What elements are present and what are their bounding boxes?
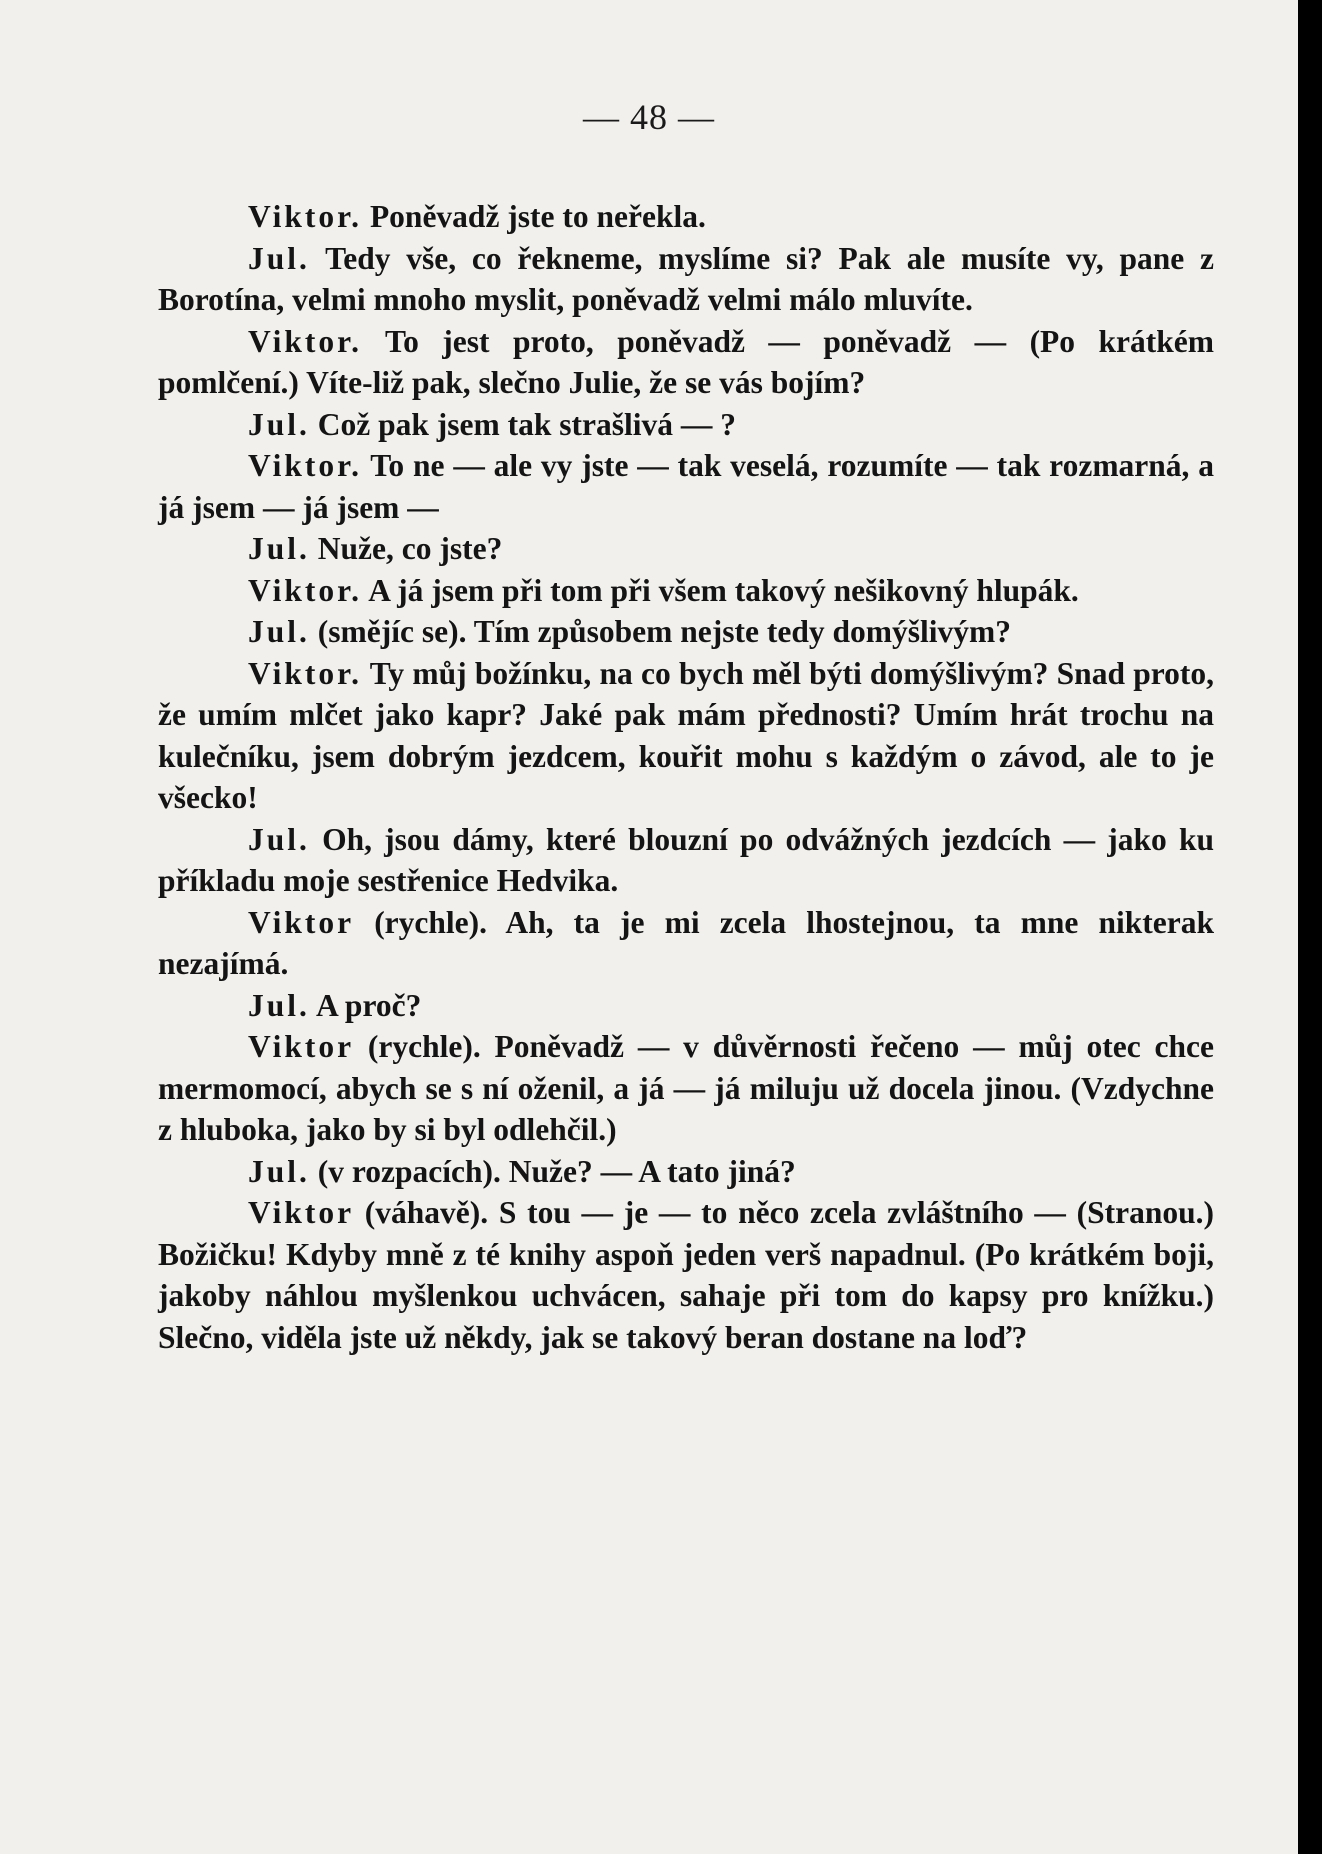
speaker-name: Viktor	[248, 1195, 355, 1230]
dialogue-paragraph	[158, 528, 1214, 570]
speaker-name: Viktor	[248, 1029, 355, 1064]
speech-text: Oh, jsou dámy, které blouzní po odvážných jezdcích — jako ku příkladu moje sestřenice Hedvika.	[158, 821, 1214, 898]
speaker-name: Viktor.	[248, 655, 363, 691]
speaker-name: Jul.	[248, 531, 310, 566]
speaker-name: Viktor.	[248, 572, 363, 608]
dialogue-paragraph	[158, 196, 1214, 238]
dialogue-paragraph	[158, 404, 1214, 446]
dialogue-paragraph	[158, 1026, 1214, 1151]
dialogue-paragraph	[158, 321, 1214, 404]
speech-text: A proč?	[309, 987, 422, 1023]
speech-text: To ne — ale vy jste — tak veselá, rozumíte — tak rozmarná, a já jsem — já jsem —	[158, 448, 1214, 525]
speech-text: Poněvadž jste to neřekla.	[362, 199, 706, 234]
dialogue-paragraph	[158, 1192, 1214, 1358]
speech-text: (smějíc se). Tím způsobem nejste tedy domýšlivým?	[309, 614, 1011, 649]
speech-text: (váhavě). S tou — je — to něco zcela zvláštního — (Stranou.) Božičku! Kdyby mně z té knihy aspoň jeden verš napadnul. (Po krátkém boji, jakoby náhlou myšlenkou uchvácen, sahaje při tom do kapsy pro knížku.) Slečno, viděla jste už někdy, jak se takový beran dostane na loď?	[158, 1195, 1214, 1355]
speech-text: Nuže, co jste?	[309, 531, 503, 566]
speaker-name: Viktor.	[248, 323, 363, 359]
dialogue-paragraph	[158, 611, 1214, 653]
dialogue-paragraph	[158, 238, 1214, 321]
dialogue-paragraph	[158, 1151, 1214, 1193]
speech-text: To jest proto, poněvadž — poněvadž — (Po krátkém pomlčení.) Víte-liž pak, slečno Julie, že se vás bojím?	[158, 323, 1214, 400]
speech-text: (rychle). Ah, ta je mi zcela lhostejnou, ta mne nikterak nezajímá.	[158, 904, 1214, 981]
speaker-name: Viktor.	[248, 199, 363, 234]
dialogue-paragraph	[158, 819, 1214, 902]
speaker-name: Viktor	[248, 904, 355, 940]
speech-text: Ty můj božínku, na co bych měl býti domýšlivým? Snad proto, že umím mlčet jako kapr? Jaké pak mám přednosti? Umím hrát trochu na kulečníku, jsem dobrým jezdcem, kouřit mohu s každým o závod, ale to je všecko!	[158, 655, 1214, 815]
speaker-name: Viktor.	[248, 448, 363, 483]
speaker-name: Jul.	[248, 821, 310, 857]
speech-text: (rychle). Poněvadž — v důvěrnosti řečeno — můj otec chce mermomocí, abych se s ní oženil, a já — já miluju už docela jinou. (Vzdychne z hluboka, jako by si byl odlehčil.)	[158, 1029, 1214, 1147]
dialogue-text	[158, 196, 1214, 1358]
speech-text: (v rozpacích). Nuže? — A tato jiná?	[309, 1153, 796, 1189]
speaker-name: Jul.	[248, 987, 310, 1023]
page-number: — 48 —	[583, 97, 715, 137]
speech-text: Což pak jsem tak strašlivá — ?	[309, 406, 737, 442]
speaker-name: Jul.	[248, 406, 310, 442]
dialogue-paragraph	[158, 653, 1214, 819]
dialogue-paragraph	[158, 570, 1214, 612]
dialogue-paragraph	[158, 902, 1214, 985]
speaker-name: Jul.	[248, 1153, 310, 1189]
dialogue-paragraph	[158, 445, 1214, 528]
speaker-name: Jul.	[248, 240, 310, 276]
speech-text: Tedy vše, co řekneme, myslíme si? Pak ale musíte vy, pane z Borotína, velmi mnoho myslit, poněvadž velmi málo mluvíte.	[158, 240, 1214, 317]
dialogue-paragraph	[158, 985, 1214, 1027]
speaker-name: Jul.	[248, 614, 310, 649]
speech-text: A já jsem při tom při všem takový nešikovný hlupák.	[362, 572, 1079, 608]
